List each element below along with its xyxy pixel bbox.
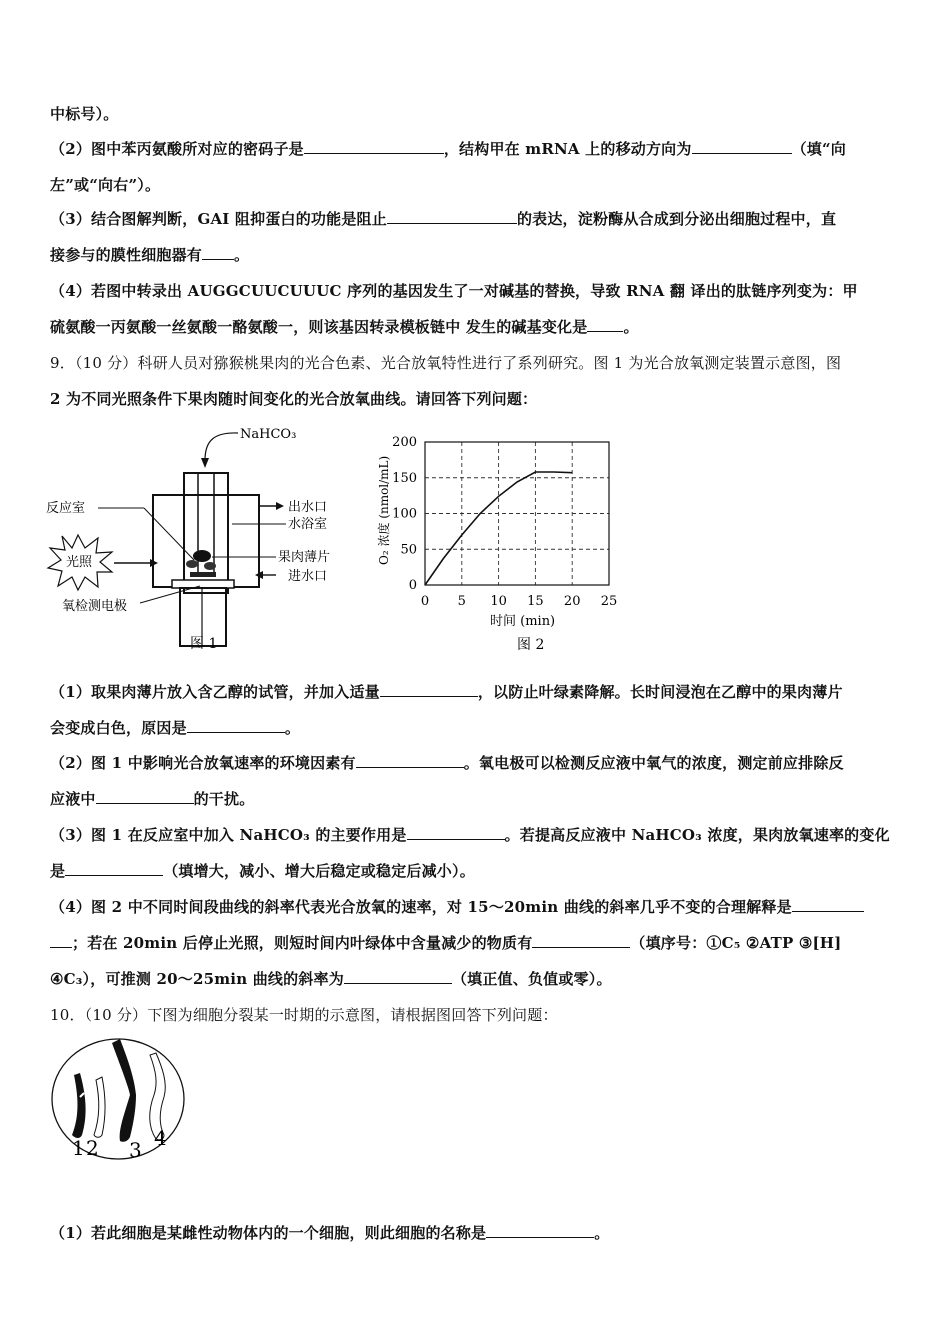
q8-line-7 xyxy=(50,316,639,337)
q8-line-1 xyxy=(50,103,119,124)
q9-stem-2 xyxy=(50,388,537,409)
y-axis-label: O₂ 浓度 (nmol/mL) xyxy=(377,455,391,565)
q9-3-text-b: 。若提高反应液中 NaHCO₃ 浓度，果肉放氧速率的变化 xyxy=(504,826,890,844)
chart-grid xyxy=(425,442,609,585)
answer-blank[interactable] xyxy=(356,753,464,768)
answer-blank[interactable] xyxy=(486,1223,594,1238)
q9-4-line-3 xyxy=(50,968,612,989)
q9-4-text-d: ④C₃），可推测 20～25min 曲线的斜率为 xyxy=(50,970,344,988)
chromosome-label-3: 3 xyxy=(129,1138,142,1162)
chromosome-3 xyxy=(112,1039,136,1142)
q9-4-text-a: （4）图 2 中不同时间段曲线的斜率代表光合放氧的速率，对 15～20min 曲线的斜率几乎不变的合理解释是 xyxy=(50,898,792,916)
q9-4-text-e: （填正值、负值或零）。 xyxy=(451,970,612,988)
q8-2-text-c: （填“向 xyxy=(791,140,847,158)
q10-1-line xyxy=(50,1222,609,1243)
q9-1-text-b: ，以防止叶绿素降解。长时间浸泡在乙醇中的果肉薄片 xyxy=(477,683,843,701)
answer-blank[interactable] xyxy=(50,933,72,948)
q8-line-5 xyxy=(50,244,249,265)
y-tick-label: 50 xyxy=(400,542,417,558)
fruit-slice-2 xyxy=(186,560,198,568)
y-tick-label: 0 xyxy=(408,578,417,593)
q9-3-text-d: （填增大，减小、增大后稳定或稳定后减小）。 xyxy=(163,862,475,880)
electrode-label: 氧检测电极 xyxy=(62,599,128,614)
stir-bar xyxy=(190,572,216,577)
q8-3-text-d: 。 xyxy=(234,246,250,264)
q9-4-text-c: （填序号：①C₅ ②ATP ③[H] xyxy=(630,934,842,952)
x-tick-label: 10 xyxy=(490,594,507,609)
figure-2-chart xyxy=(372,425,672,660)
q9-2-text-a: （2）图 1 中影响光合放氧速率的环境因素有 xyxy=(50,754,356,772)
answer-blank[interactable] xyxy=(202,245,234,260)
q8-4-text-b: 硫氨酸一丙氨酸一丝氨酸一酪氨酸一，则该基因转录模板链中 发生的碱基变化是 xyxy=(50,318,588,336)
x-tick-label: 0 xyxy=(420,594,430,609)
q9-4-line-1 xyxy=(50,896,864,917)
answer-blank[interactable] xyxy=(344,969,452,984)
figure-3-cell xyxy=(50,1035,190,1165)
nahco3-label: NaHCO₃ xyxy=(240,427,297,442)
answer-blank[interactable] xyxy=(792,897,864,912)
answer-blank[interactable] xyxy=(65,861,163,876)
outlet-label: 出水口 xyxy=(288,500,328,515)
q8-line-6 xyxy=(50,280,858,301)
q9-2-line-1 xyxy=(50,752,844,773)
q10-1-text-b: 。 xyxy=(594,1224,610,1242)
chromosome-1 xyxy=(72,1073,86,1138)
q9-1-text-a: （1）取果肉薄片放入含乙醇的试管，并加入适量 xyxy=(50,683,380,701)
y-tick-label: 150 xyxy=(392,470,417,486)
q9-3-text-c: 是 xyxy=(50,862,66,880)
q9-stem-text: 9．（10 分）科研人员对猕猴桃果肉的光合色素、光合放氧特性进行了系列研究。图 1 为光合放氧测定装置示意图，图 xyxy=(50,354,842,372)
q8-line-2 xyxy=(50,138,846,159)
q10-stem xyxy=(50,1004,558,1025)
y-tick-label: 100 xyxy=(392,506,417,522)
q8-2-text-d: 左”或“向右”）。 xyxy=(50,176,161,194)
light-label: 光照 xyxy=(66,555,93,570)
slice-label: 果肉薄片 xyxy=(278,550,331,565)
q8-2-text-b: ，结构甲在 mRNA 上的移动方向为 xyxy=(443,140,692,158)
o2-chart xyxy=(372,425,672,660)
answer-blank[interactable] xyxy=(387,209,517,224)
answer-blank[interactable] xyxy=(187,718,285,733)
q9-2-line-2 xyxy=(50,788,254,809)
answer-blank[interactable] xyxy=(407,825,505,840)
fruit-slice-1 xyxy=(193,550,211,562)
outlet-arrowhead xyxy=(276,502,284,510)
figure-1-caption: 图 1 xyxy=(190,636,218,652)
inlet-label: 进水口 xyxy=(288,569,328,584)
bath-label: 水浴室 xyxy=(288,517,328,532)
q9-2-text-d: 的干扰。 xyxy=(193,790,255,808)
electrode-pointer xyxy=(140,586,200,603)
chromosome-label-4: 4 xyxy=(154,1126,167,1150)
q9-4-line-2 xyxy=(50,932,841,953)
q9-1-text-d: 。 xyxy=(284,719,301,737)
nahco3-arrowhead xyxy=(201,458,209,468)
q8-text: 中标号）。 xyxy=(50,105,119,123)
apparatus-diagram xyxy=(40,420,360,660)
x-axis-label: 时间 (min) xyxy=(490,614,556,629)
chromosome-label-1: 1 xyxy=(72,1136,85,1160)
x-tick-label: 15 xyxy=(527,594,544,609)
q8-3-text-c: 接参与的膜性细胞器有 xyxy=(50,246,203,264)
q9-1-text-c: 会变成白色，原因是 xyxy=(50,719,187,737)
chromosome-label-2: 2 xyxy=(86,1136,99,1160)
figure-2-caption: 图 2 xyxy=(517,637,545,653)
q8-3-text-b: 的表达，淀粉酶从合成到分泌出细胞过程中，直 xyxy=(516,210,837,228)
q9-3-line-2 xyxy=(50,860,475,881)
answer-blank[interactable] xyxy=(587,317,623,332)
answer-blank[interactable] xyxy=(532,933,630,948)
fruit-slice-3 xyxy=(204,562,216,570)
q9-2-text-b: 。氧电极可以检测反应液中氧气的浓度，测定前应排除反 xyxy=(463,754,844,772)
q8-2-text-a: （2）图中苯丙氨酸所对应的密码子是 xyxy=(50,140,304,158)
q8-4-text-c: 。 xyxy=(623,318,639,336)
x-tick-label: 25 xyxy=(600,594,618,609)
answer-blank[interactable] xyxy=(692,139,792,154)
cell-division-diagram xyxy=(50,1035,190,1165)
q10-stem-text: 10．（10 分）下图为细胞分裂某一时期的示意图，请根据图回答下列问题： xyxy=(50,1006,558,1024)
chromosome-2 xyxy=(94,1077,105,1137)
reaction-chamber-label: 反应室 xyxy=(46,501,86,516)
q10-1-text-a: （1）若此细胞是某雌性动物体内的一个细胞，则此细胞的名称是 xyxy=(50,1224,487,1242)
answer-blank[interactable] xyxy=(304,139,444,154)
q9-2-text-c: 应液中 xyxy=(50,790,96,808)
q9-3-line-1 xyxy=(50,824,890,845)
q9-1-line-1 xyxy=(50,681,843,702)
nahco3-arrow xyxy=(205,433,238,460)
electrode-cap xyxy=(172,580,234,588)
q8-line-4 xyxy=(50,208,836,229)
answer-blank[interactable] xyxy=(96,789,194,804)
q9-4-text-b: ；若在 20min 后停止光照，则短时间内叶绿体中含量减少的物质有 xyxy=(72,934,533,952)
q9-3-text-a: （3）图 1 在反应室中加入 NaHCO₃ 的主要作用是 xyxy=(50,826,407,844)
answer-blank[interactable] xyxy=(380,682,478,697)
q8-line-3 xyxy=(50,174,160,195)
q9-stem-1 xyxy=(50,352,841,373)
figure-1-apparatus xyxy=(40,420,360,660)
q9-1-line-2 xyxy=(50,717,300,738)
q9-stem-text-2: 2 为不同光照条件下果肉随时间变化的光合放氧曲线。请回答下列问题： xyxy=(50,390,538,408)
q8-4-text-a: （4）若图中转录出 AUGGCUUCUUUC 序列的基因发生了一对碱基的替换，导致 RNA 翻 译出的肽链序列变为：甲 xyxy=(50,282,858,300)
y-tick-label: 200 xyxy=(392,435,417,450)
q8-3-text-a: （3）结合图解判断，GAI 阻抑蛋白的功能是阻止 xyxy=(50,210,387,228)
x-tick-label: 20 xyxy=(563,594,581,609)
reaction-pointer-2 xyxy=(144,508,194,560)
x-tick-label: 5 xyxy=(457,594,466,609)
